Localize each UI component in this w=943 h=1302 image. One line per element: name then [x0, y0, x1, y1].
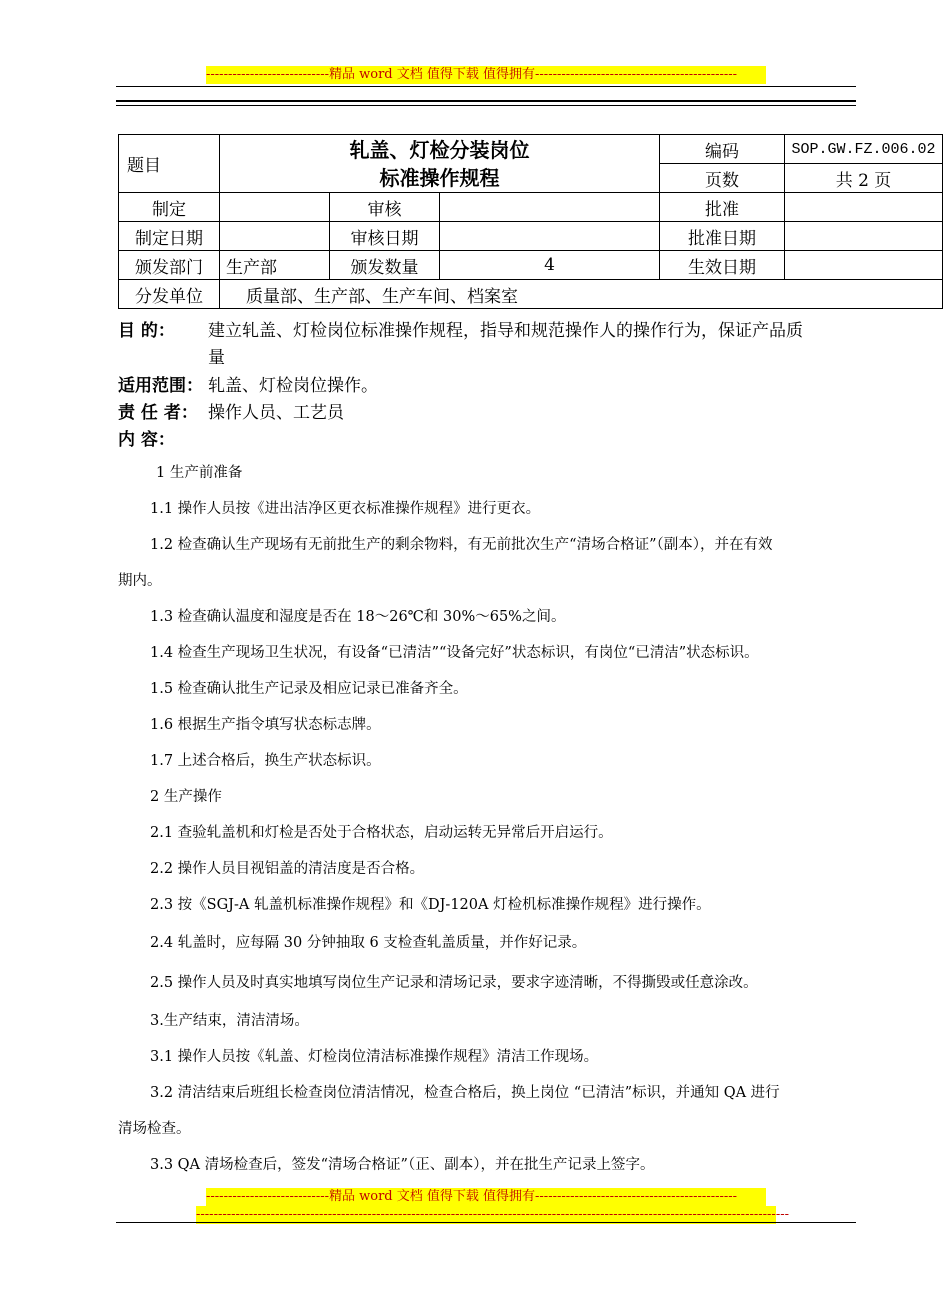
pages-label: 页数 [660, 164, 785, 193]
made-value [220, 193, 330, 222]
title-label: 题目 [119, 135, 220, 193]
purpose-continuation: 量 [208, 348, 225, 368]
bottom-banner: ----------------------------精品 word 文档 值得下载 值得拥有---------------------------------------------- [206, 1188, 766, 1206]
document-title [220, 135, 660, 193]
step-1-2: 1.2 检查确认生产现场有无前批生产的剩余物料，有无前批次生产“清场合格证”（副本），并在有效 [150, 537, 773, 553]
responsible-text: 操作人员、工艺员 [208, 403, 344, 423]
issue-qty-value: 4 [440, 251, 660, 280]
bottom-banner-dashes: --------------------------------------------------------------------------------------------------------------------------------------- [196, 1207, 789, 1222]
header-double-rule-1 [116, 100, 856, 102]
step-2-4: 2.4 轧盖时，应每隔 30 分钟抽取 6 支检查轧盖质量，并作好记录。 [150, 935, 587, 951]
code-label: 编码 [660, 135, 785, 164]
step-1-3: 1.3 检查确认温度和湿度是否在 18～26℃和 30%～65%之间。 [150, 609, 566, 625]
step-3-1: 3.1 操作人员按《轧盖、灯检岗位清洁标准操作规程》清洁工作现场。 [150, 1049, 599, 1065]
step-2-2: 2.2 操作人员目视铝盖的清洁度是否合格。 [150, 861, 425, 877]
approve-date-label: 批准日期 [660, 222, 785, 251]
responsible-row [118, 400, 344, 426]
purpose-row [118, 318, 858, 344]
issue-qty-label: 颁发数量 [330, 251, 440, 280]
top-rule [116, 86, 856, 87]
step-1-1: 1.1 操作人员按《进出洁净区更衣标准操作规程》进行更衣。 [150, 501, 541, 517]
step-2-5: 2.5 操作人员及时真实地填写岗位生产记录和清场记录，要求字迹清晰，不得撕毁或任意涂改。 [150, 975, 758, 991]
scope-text: 轧盖、灯检岗位操作。 [208, 376, 378, 396]
step-1-4: 1.4 检查生产现场卫生状况，有设备“已清洁”“设备完好”状态标识，有岗位“已清洁”状态标识。 [150, 645, 759, 661]
effective-date-value [785, 251, 943, 280]
content-row [118, 427, 208, 453]
review-date-label: 审核日期 [330, 222, 440, 251]
approve-value [785, 193, 943, 222]
scope-label: 适用范围： [118, 376, 203, 396]
section-2-heading: 2 生产操作 [150, 789, 222, 805]
effective-date-label: 生效日期 [660, 251, 785, 280]
distribution-label: 分发单位 [119, 280, 220, 309]
step-1-6: 1.6 根据生产指令填写状态标志牌。 [150, 717, 381, 733]
made-date-label: 制定日期 [119, 222, 220, 251]
made-date-value [220, 222, 330, 251]
purpose-label: 目 的： [118, 321, 175, 341]
review-label: 审核 [330, 193, 440, 222]
document-title-line2: 标准操作规程 [379, 165, 500, 190]
content-label: 内 容： [118, 430, 175, 450]
step-1-7: 1.7 上述合格后，换生产状态标识。 [150, 753, 381, 769]
step-3-2: 3.2 清洁结束后班组长检查岗位清洁情况，检查合格后，换上岗位 “已清洁”标识，并通知 QA 进行 [150, 1085, 780, 1101]
purpose-text: 建立轧盖、灯检岗位标准操作规程，指导和规范操作人的操作行为，保证产品质 [208, 321, 803, 341]
section-3-heading: 3.生产结束，清洁清场。 [150, 1013, 309, 1029]
sop-content [118, 455, 858, 1183]
made-label: 制定 [119, 193, 220, 222]
distribution-value: 质量部、生产部、生产车间、档案室 [220, 280, 943, 309]
footer-rule [116, 1222, 856, 1223]
review-date-value [440, 222, 660, 251]
step-1-2-cont: 期内。 [118, 573, 162, 589]
step-2-3: 2.3 按《SGJ-A 轧盖机标准操作规程》和《DJ-120A 灯检机标准操作规程》进行操作。 [150, 897, 711, 913]
review-value [440, 193, 660, 222]
responsible-label: 责 任 者： [118, 403, 198, 423]
section-1-heading: 1 生产前准备 [156, 465, 243, 481]
step-3-3: 3.3 QA 清场检查后，签发“清场合格证”（正、副本），并在批生产记录上签字。 [150, 1157, 655, 1173]
issue-dept-value: 生产部 [220, 251, 330, 280]
step-2-1: 2.1 查验轧盖机和灯检是否处于合格状态，启动运转无异常后开启运行。 [150, 825, 613, 841]
scope-row [118, 373, 378, 399]
pages-value: 共 2 页 [785, 164, 943, 193]
document-info-table [118, 134, 943, 309]
approve-label: 批准 [660, 193, 785, 222]
top-banner: ----------------------------精品 word 文档 值得下载 值得拥有---------------------------------------------- [206, 66, 766, 84]
approve-date-value [785, 222, 943, 251]
document-title-line1: 轧盖、灯检分装岗位 [349, 137, 530, 162]
header-double-rule-2 [116, 105, 856, 106]
step-3-2-cont: 清场检查。 [118, 1121, 191, 1137]
step-1-5: 1.5 检查确认批生产记录及相应记录已准备齐全。 [150, 681, 468, 697]
issue-dept-label: 颁发部门 [119, 251, 220, 280]
code-value: SOP.GW.FZ.006.02 [785, 135, 943, 164]
